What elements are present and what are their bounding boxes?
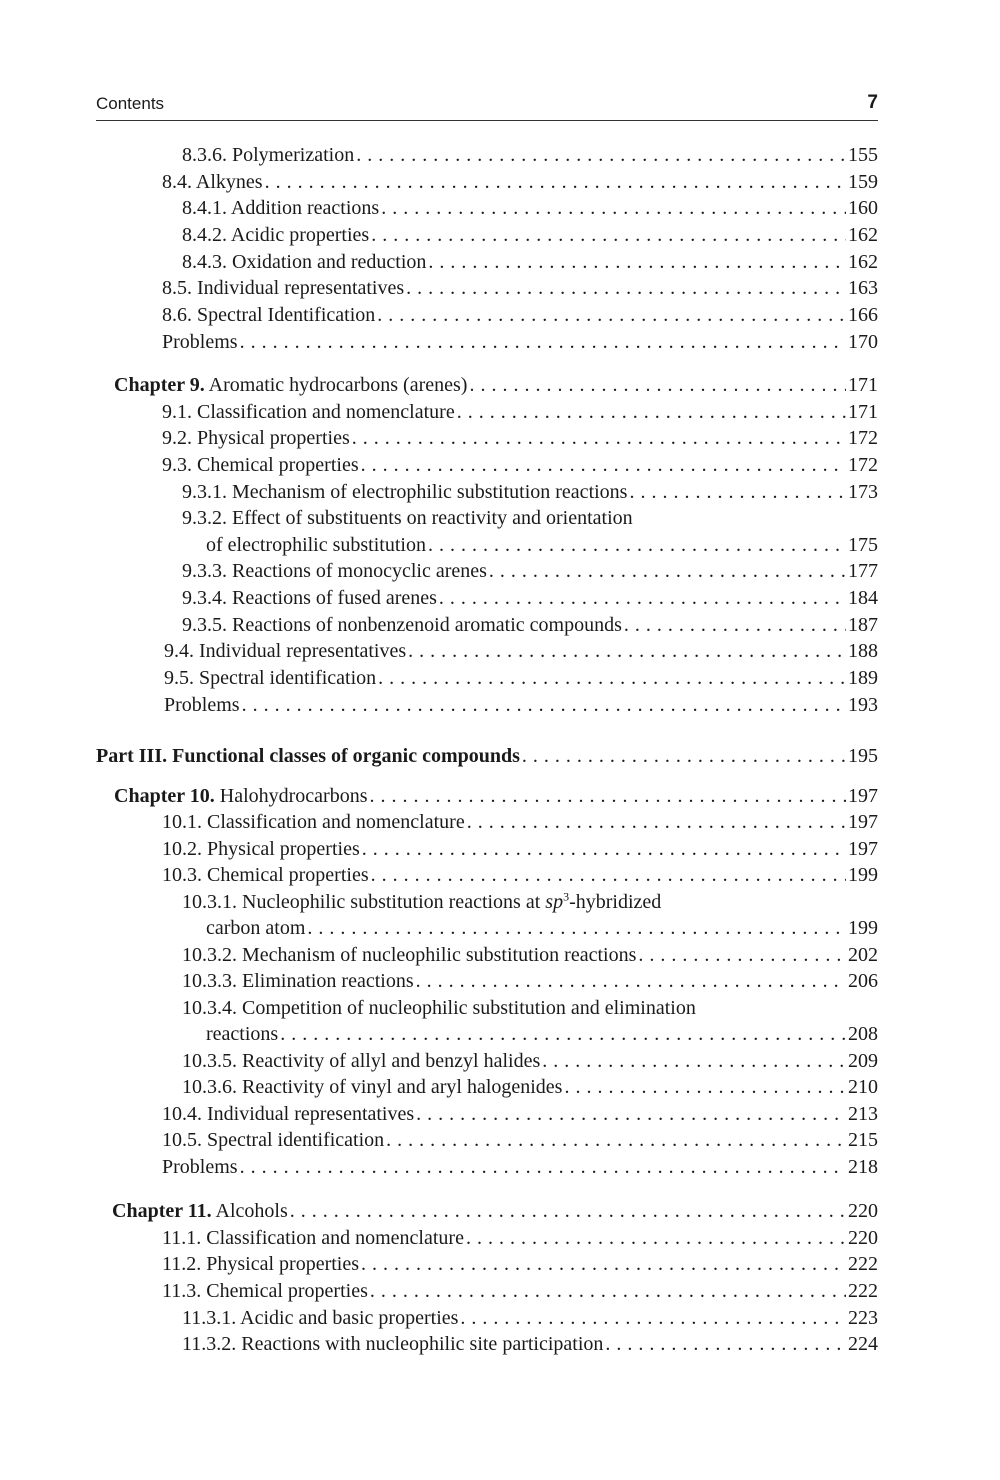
leader-dots xyxy=(406,275,846,301)
toc-entry-title: 10.1. Classification and nomenclature xyxy=(162,811,465,833)
leader-dots xyxy=(240,329,846,355)
leader-dots xyxy=(242,692,846,718)
toc-entry-title: 10.3.2. Mechanism of nucleophilic substitution reactions xyxy=(182,944,637,966)
toc-entry[interactable] xyxy=(182,1074,878,1100)
leader-dots xyxy=(460,1305,846,1331)
toc-entry-title[interactable]: 10.3.1. Nucleophilic substitution reactions at $sp^3$-hybridized xyxy=(182,889,662,913)
toc-entry-page: 218 xyxy=(848,1156,878,1178)
leader-dots xyxy=(361,1251,846,1277)
toc-entry-title: 11.3.1. Acidic and basic properties xyxy=(182,1307,459,1329)
toc-entry-page: 197 xyxy=(848,838,878,860)
toc-entry[interactable] xyxy=(162,275,878,301)
toc-entry[interactable] xyxy=(182,1048,878,1074)
toc-entry[interactable] xyxy=(164,638,878,664)
toc-entry-page: 172 xyxy=(848,454,878,476)
leader-dots xyxy=(369,783,846,809)
toc-entry-title: Problems xyxy=(162,1156,238,1178)
toc-chapter-entry[interactable] xyxy=(114,783,878,809)
toc-entry[interactable] xyxy=(162,452,878,478)
toc-entry-page: 175 xyxy=(848,534,878,556)
toc-entry[interactable] xyxy=(182,479,878,505)
chapter-label: Chapter 11. xyxy=(112,1200,212,1222)
toc-entry-title: 10.3.6. Reactivity of vinyl and aryl halogenides xyxy=(182,1076,563,1098)
toc-entry-title: 8.4.1. Addition reactions xyxy=(182,197,380,219)
toc-entry-page: 222 xyxy=(848,1280,878,1302)
toc-entry[interactable] xyxy=(162,1101,878,1127)
toc-entry-title: 10.3.3. Elimination reactions xyxy=(182,970,414,992)
toc-entry-page: 155 xyxy=(848,144,878,166)
leader-dots xyxy=(378,665,846,691)
leader-dots xyxy=(624,612,846,638)
toc-entry-page: 215 xyxy=(848,1129,878,1151)
toc-entry-page: 189 xyxy=(848,667,878,689)
toc-entry-page: 222 xyxy=(848,1253,878,1275)
toc-entry-continuation: reactions xyxy=(206,1023,279,1045)
toc-entry[interactable] xyxy=(162,809,878,835)
toc-entry-page: 162 xyxy=(848,251,878,273)
leader-dots xyxy=(564,1074,846,1100)
toc-entry-title: 9.3.5. Reactions of nonbenzenoid aromatic compounds xyxy=(182,614,622,636)
toc-entry[interactable] xyxy=(162,1127,878,1153)
leader-dots xyxy=(629,479,846,505)
toc-entry-title: 9.5. Spectral identification xyxy=(164,667,377,689)
toc-entry-page: 162 xyxy=(848,224,878,246)
toc-entry-title: 10.3.5. Reactivity of allyl and benzyl halides xyxy=(182,1050,541,1072)
leader-dots xyxy=(439,585,846,611)
toc-entry-title: Aromatic hydrocarbons (arenes) xyxy=(208,374,468,396)
toc-entry-page: 223 xyxy=(848,1307,878,1329)
sp-italic: sp xyxy=(545,891,564,913)
toc-entry[interactable] xyxy=(162,329,878,355)
toc-entry[interactable] xyxy=(162,836,878,862)
leader-dots xyxy=(605,1331,846,1357)
leader-dots xyxy=(361,452,846,478)
toc-entry[interactable] xyxy=(182,222,878,248)
toc-entry[interactable] xyxy=(162,1154,878,1180)
toc-entry[interactable] xyxy=(162,399,878,425)
toc-entry-page: 159 xyxy=(848,171,878,193)
leader-dots xyxy=(469,372,846,398)
leader-dots xyxy=(290,1198,846,1224)
leader-dots xyxy=(542,1048,846,1074)
toc-entry[interactable] xyxy=(162,1225,878,1251)
chapter-label: Chapter 10. xyxy=(114,785,215,807)
toc-entry[interactable] xyxy=(182,249,878,275)
toc-entry-page: 160 xyxy=(848,197,878,219)
leader-dots xyxy=(352,425,846,451)
toc-entry[interactable] xyxy=(206,532,878,558)
leader-dots xyxy=(466,1225,846,1251)
toc-entry[interactable] xyxy=(182,195,878,221)
toc-entry-title: Problems xyxy=(164,694,240,716)
toc-entry-title: 9.3.1. Mechanism of electrophilic substitution reactions xyxy=(182,481,628,503)
running-header xyxy=(96,92,878,121)
leader-dots xyxy=(377,302,846,328)
toc-entry[interactable] xyxy=(182,585,878,611)
toc-entry-title: 11.1. Classification and nomenclature xyxy=(162,1227,464,1249)
toc-entry-title: 8.4. Alkynes xyxy=(162,171,263,193)
toc-entry-title: 10.2. Physical properties xyxy=(162,838,360,860)
toc-part-entry[interactable] xyxy=(96,743,878,769)
toc-entry-page: 206 xyxy=(848,970,878,992)
toc-entry-page: 202 xyxy=(848,944,878,966)
toc-entry-page: 188 xyxy=(848,640,878,662)
toc-entry[interactable] xyxy=(162,1251,878,1277)
leader-dots xyxy=(522,743,846,769)
leader-dots xyxy=(307,915,846,941)
toc-chapter-entry[interactable] xyxy=(112,1198,878,1224)
leader-dots xyxy=(381,195,846,221)
toc-entry-title: 8.3.6. Polymerization xyxy=(182,144,355,166)
toc-entry[interactable] xyxy=(164,692,878,718)
leader-dots xyxy=(240,1154,846,1180)
toc-entry[interactable] xyxy=(182,968,878,994)
toc-entry-title: 9.3.3. Reactions of monocyclic arenes xyxy=(182,560,487,582)
toc-entry-page: 199 xyxy=(848,864,878,886)
toc-entry-title: 11.2. Physical properties xyxy=(162,1253,360,1275)
leader-dots xyxy=(265,169,846,195)
toc-entry[interactable] xyxy=(162,169,878,195)
leader-dots xyxy=(489,558,846,584)
header-title: Contents xyxy=(96,94,165,113)
leader-dots xyxy=(416,968,846,994)
toc-entry-page: 197 xyxy=(848,785,878,807)
toc-entry-page: 177 xyxy=(848,560,878,582)
toc-entry-page: 166 xyxy=(848,304,878,326)
toc-entry-page: 195 xyxy=(848,745,878,767)
toc-entry[interactable] xyxy=(162,862,878,888)
toc-entry-page: 208 xyxy=(848,1023,878,1045)
leader-dots xyxy=(428,249,846,275)
toc-entry-page: 170 xyxy=(848,331,878,353)
chapter-label: Chapter 9. xyxy=(114,374,205,396)
toc-entry[interactable] xyxy=(164,665,878,691)
toc-entry-page: 209 xyxy=(848,1050,878,1072)
toc-entry[interactable] xyxy=(162,425,878,451)
toc-entry[interactable] xyxy=(162,1278,878,1304)
toc-entry[interactable] xyxy=(182,558,878,584)
toc-entry-title: 9.4. Individual representatives xyxy=(164,640,407,662)
toc-entry-page: 220 xyxy=(848,1227,878,1249)
toc-entry-continuation: carbon atom xyxy=(206,917,306,939)
leader-dots xyxy=(362,836,846,862)
toc-entry[interactable] xyxy=(182,1331,878,1357)
toc-entry-title[interactable]: 10.3.4. Competition of nucleophilic substitution and elimination xyxy=(182,997,696,1019)
toc-entry[interactable] xyxy=(182,1305,878,1331)
toc-entry-page: 171 xyxy=(848,401,878,423)
toc-entry-title: 8.4.3. Oxidation and reduction xyxy=(182,251,427,273)
toc-entry-page: 163 xyxy=(848,277,878,299)
leader-dots xyxy=(416,1101,846,1127)
toc-entry-title: Halohydrocarbons xyxy=(219,785,368,807)
toc-entry-page: 197 xyxy=(848,811,878,833)
toc-entry-page: 172 xyxy=(848,427,878,449)
toc-entry-title: 10.4. Individual representatives xyxy=(162,1103,415,1125)
leader-dots xyxy=(280,1021,846,1047)
toc-part-title: Part III. Functional classes of organic compounds xyxy=(96,745,520,767)
toc-entry-continuation: of electrophilic substitution xyxy=(206,534,426,556)
toc-entry[interactable] xyxy=(182,142,878,168)
leader-dots xyxy=(638,942,846,968)
toc-entry-title: Alcohols xyxy=(215,1200,288,1222)
leader-dots xyxy=(356,142,846,168)
toc-entry-page: 193 xyxy=(848,694,878,716)
toc-entry-title: 8.5. Individual representatives xyxy=(162,277,405,299)
toc-entry-title: 9.2. Physical properties xyxy=(162,427,350,449)
toc-entry-title: 11.3. Chemical properties xyxy=(162,1280,368,1302)
toc-entry-page: 184 xyxy=(848,587,878,609)
leader-dots xyxy=(371,222,846,248)
toc-chapter-entry[interactable] xyxy=(114,372,878,398)
toc-entry-title: 10.3. Chemical properties xyxy=(162,864,369,886)
toc-entry-title: 10.5. Spectral identification xyxy=(162,1129,385,1151)
leader-dots xyxy=(428,532,846,558)
toc-entry-page: 220 xyxy=(848,1200,878,1222)
toc-entry-title: 8.4.2. Acidic properties xyxy=(182,224,370,246)
toc-entry-title: 9.1. Classification and nomenclature xyxy=(162,401,455,423)
leader-dots xyxy=(408,638,846,664)
toc-entry[interactable] xyxy=(162,302,878,328)
page-number: 7 xyxy=(867,92,878,113)
toc-entry-title: Problems xyxy=(162,331,238,353)
toc-entry[interactable] xyxy=(182,612,878,638)
toc-entry[interactable] xyxy=(206,1021,878,1047)
leader-dots xyxy=(371,862,846,888)
toc-entry-title: 9.3.4. Reactions of fused arenes xyxy=(182,587,437,609)
toc-entry-page: 224 xyxy=(848,1333,878,1355)
toc-entry-title: 11.3.2. Reactions with nucleophilic site participation xyxy=(182,1333,604,1355)
toc-entry-page: 210 xyxy=(848,1076,878,1098)
toc-entry-title[interactable]: 9.3.2. Effect of substituents on reactivity and orientation xyxy=(182,507,633,529)
superscript: 3 xyxy=(563,889,570,904)
toc-entry-title: 9.3. Chemical properties xyxy=(162,454,359,476)
toc-entry-page: 173 xyxy=(848,481,878,503)
toc-entry[interactable] xyxy=(182,942,878,968)
toc-entry-page: 213 xyxy=(848,1103,878,1125)
leader-dots xyxy=(386,1127,846,1153)
toc-entry-page: 199 xyxy=(848,917,878,939)
toc-entry-page: 187 xyxy=(848,614,878,636)
leader-dots xyxy=(370,1278,846,1304)
toc-entry-page: 171 xyxy=(848,374,878,396)
leader-dots xyxy=(457,399,846,425)
leader-dots xyxy=(467,809,846,835)
toc-entry-title: 8.6. Spectral Identification xyxy=(162,304,376,326)
toc-entry[interactable] xyxy=(206,915,878,941)
